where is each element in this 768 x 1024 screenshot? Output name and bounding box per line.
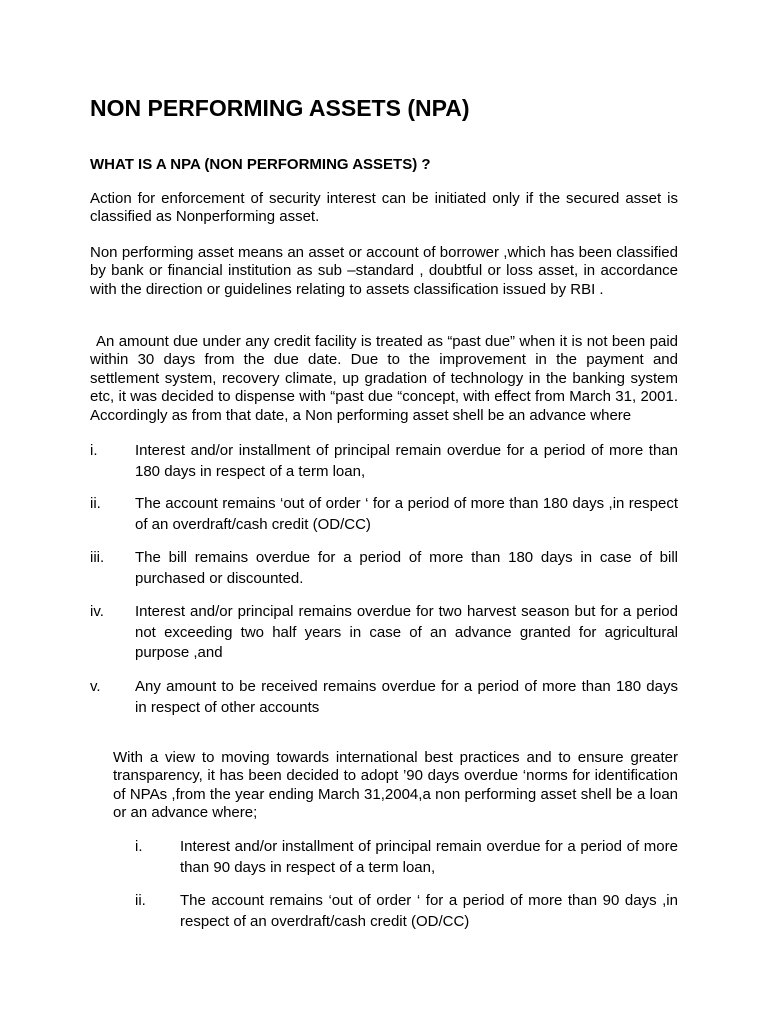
list-item-text: Interest and/or installment of principal remain overdue for a period of more than 180 days in respect of a term loan, bbox=[135, 442, 678, 480]
paragraph-past-due: An amount due under any credit facility is treated as “past due” when it is not been paid within 30 days from the due date. Due to the improvement in the payment and settlement system, recovery climate, up gradation of technology in the banking system etc, it was decided to dispense with “past due “concept, with effect from March 31, 2001. Accordingly as from that date, a Non performing asset shell be an advance where bbox=[90, 333, 678, 424]
list-item bbox=[90, 602, 678, 677]
section-heading: WHAT IS A NPA (NON PERFORMING ASSETS) ? bbox=[90, 156, 431, 173]
paragraph-definition: Non performing asset means an asset or account of borrower ,which has been classified by bank or financial institution as sub –standard , doubtful or loss asset, in accordance with the direction or guidelines relating to assets classification issued by RBI . bbox=[90, 244, 678, 298]
list-marker: ii. bbox=[90, 495, 101, 512]
list-item bbox=[90, 677, 678, 718]
npa-criteria-list-180-days bbox=[90, 441, 678, 718]
list-item bbox=[135, 891, 678, 932]
list-item-text: Interest and/or principal remains overdue for two harvest season but for a period not exceeding two half years in case of an advance granted for agricultural purpose ,and bbox=[135, 603, 678, 661]
list-item-text: Any amount to be received remains overdue for a period of more than 180 days in respect of other accounts bbox=[135, 678, 678, 716]
list-item bbox=[135, 837, 678, 891]
list-marker: i. bbox=[90, 442, 98, 459]
list-marker: v. bbox=[90, 678, 101, 695]
npa-criteria-list-90-days bbox=[135, 837, 678, 932]
paragraph-90-days-norm: With a view to moving towards international best practices and to ensure greater transparency, it has been decided to adopt ’90 days overdue ‘norms for identification of NPAs ,from the year ending March 31,2004,a non performing asset shell be a loan or an advance where; bbox=[113, 749, 678, 822]
list-item bbox=[90, 494, 678, 548]
paragraph-enforcement: Action for enforcement of security interest can be initiated only if the secured asset is classified as Nonperforming asset. bbox=[90, 190, 678, 226]
list-item bbox=[90, 548, 678, 602]
list-marker: ii. bbox=[135, 892, 146, 909]
list-marker: iii. bbox=[90, 549, 105, 566]
list-item bbox=[90, 441, 678, 494]
page-title: NON PERFORMING ASSETS (NPA) bbox=[90, 95, 470, 121]
list-marker: i. bbox=[135, 838, 143, 855]
list-item-text: Interest and/or installment of principal remain overdue for a period of more than 90 days in respect of a term loan, bbox=[180, 838, 678, 876]
list-item-text: The account remains ‘out of order ‘ for a period of more than 90 days ,in respect of an overdraft/cash credit (OD/CC) bbox=[180, 892, 678, 930]
list-marker: iv. bbox=[90, 603, 104, 620]
list-item-text: The account remains ‘out of order ‘ for a period of more than 180 days ,in respect of an overdraft/cash credit (OD/CC) bbox=[135, 495, 678, 533]
list-item-text: The bill remains overdue for a period of more than 180 days in case of bill purchased or discounted. bbox=[135, 549, 678, 587]
